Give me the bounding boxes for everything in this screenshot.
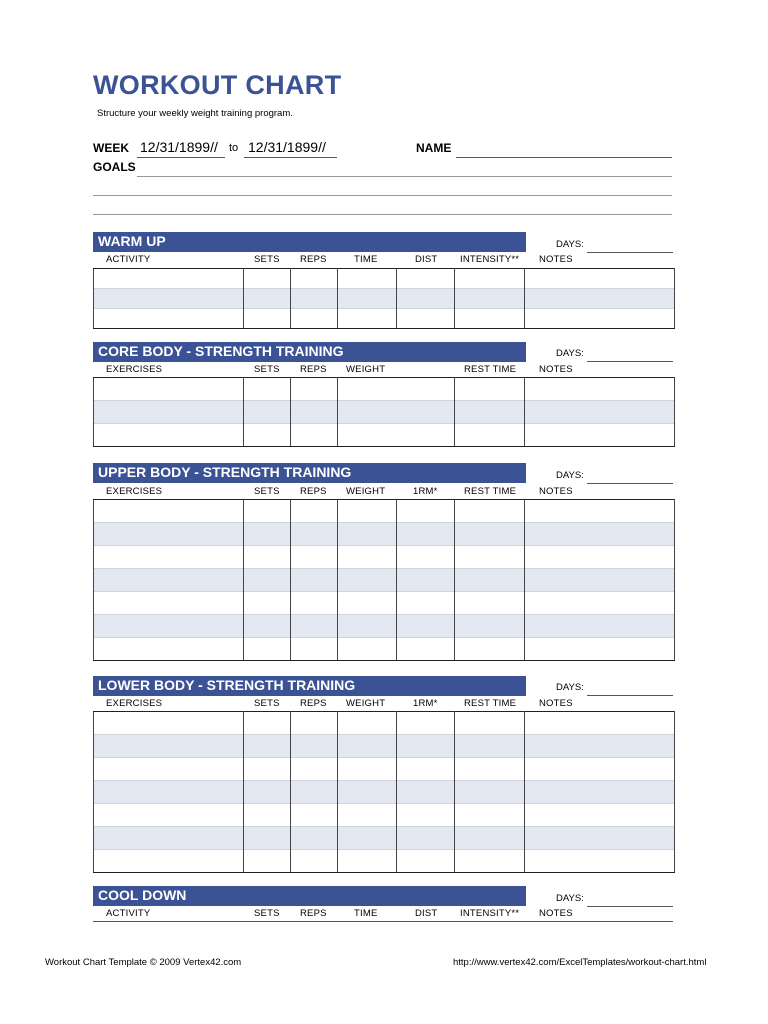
cooldown-title: COOL DOWN	[98, 887, 187, 903]
warmup-col-intensity: INTENSITY**	[460, 254, 520, 265]
table-row	[94, 781, 675, 804]
table-row	[94, 592, 675, 615]
core-table	[93, 377, 675, 447]
table-cell[interactable]	[94, 424, 244, 447]
table-cell[interactable]	[525, 758, 675, 781]
table-cell[interactable]	[291, 804, 338, 827]
warmup-col-dist: DIST	[415, 254, 438, 265]
table-cell[interactable]	[244, 850, 291, 873]
table-cell[interactable]	[525, 804, 675, 827]
upper-table-body	[94, 500, 675, 661]
table-cell[interactable]	[338, 712, 397, 735]
lower-col-reps: REPS	[300, 698, 327, 709]
table-cell[interactable]	[244, 758, 291, 781]
table-cell[interactable]	[338, 781, 397, 804]
table-cell[interactable]	[525, 500, 675, 523]
table-cell[interactable]	[455, 781, 525, 804]
table-cell[interactable]	[455, 850, 525, 873]
name-label: NAME	[416, 141, 452, 155]
table-cell[interactable]	[455, 523, 525, 546]
week-start-underline	[137, 157, 225, 158]
table-cell[interactable]	[455, 289, 525, 309]
warmup-col-sets: SETS	[254, 254, 280, 265]
table-row	[94, 712, 675, 735]
lower-col-notes: NOTES	[539, 698, 573, 709]
table-cell[interactable]	[338, 569, 397, 592]
table-cell[interactable]	[525, 309, 675, 329]
table-cell[interactable]	[244, 546, 291, 569]
table-cell[interactable]	[455, 804, 525, 827]
table-cell[interactable]	[291, 735, 338, 758]
core-days-field[interactable]	[587, 361, 673, 362]
table-cell[interactable]	[244, 269, 291, 289]
upper-col-rest-time: REST TIME	[464, 486, 517, 497]
table-cell[interactable]	[338, 758, 397, 781]
table-cell[interactable]	[455, 500, 525, 523]
cooldown-days-label: DAYS:	[556, 893, 584, 904]
table-cell[interactable]	[397, 735, 455, 758]
table-cell[interactable]	[244, 424, 291, 447]
table-row	[94, 523, 675, 546]
table-cell[interactable]	[291, 424, 338, 447]
table-row	[94, 378, 675, 401]
table-cell[interactable]	[455, 424, 525, 447]
table-cell[interactable]	[244, 569, 291, 592]
table-cell[interactable]	[525, 638, 675, 661]
week-label: WEEK	[93, 141, 129, 155]
page-subtitle: Structure your weekly weight training program.	[97, 108, 293, 119]
warmup-col-activity: ACTIVITY	[106, 254, 151, 265]
table-cell[interactable]	[244, 378, 291, 401]
warmup-table-body	[94, 269, 675, 329]
table-cell[interactable]	[94, 735, 244, 758]
table-cell[interactable]	[525, 712, 675, 735]
name-field[interactable]	[456, 157, 672, 158]
table-row	[94, 827, 675, 850]
table-cell[interactable]	[397, 615, 455, 638]
table-cell[interactable]	[397, 758, 455, 781]
goals-field-line-3[interactable]	[93, 214, 672, 215]
cooldown-days-field[interactable]	[587, 906, 673, 907]
table-cell[interactable]	[397, 569, 455, 592]
table-row	[94, 401, 675, 424]
core-col-reps: REPS	[300, 364, 327, 375]
week-start-field[interactable]: 12/31/1899//	[140, 139, 218, 155]
table-row	[94, 569, 675, 592]
table-cell[interactable]	[525, 827, 675, 850]
table-cell[interactable]	[338, 424, 455, 447]
table-cell[interactable]	[291, 523, 338, 546]
core-col-sets: SETS	[254, 364, 280, 375]
table-cell[interactable]	[291, 758, 338, 781]
lower-section-header	[93, 676, 526, 696]
table-row	[94, 735, 675, 758]
footer-copyright: Workout Chart Template © 2009 Vertex42.com	[45, 957, 242, 968]
core-section-header	[93, 342, 526, 362]
table-cell[interactable]	[94, 712, 244, 735]
table-cell[interactable]	[455, 401, 525, 424]
warmup-days-field[interactable]	[587, 252, 673, 253]
table-cell[interactable]	[455, 827, 525, 850]
table-cell[interactable]	[244, 827, 291, 850]
table-cell[interactable]	[397, 827, 455, 850]
cooldown-col-sets: SETS	[254, 908, 280, 919]
cooldown-col-intensity: INTENSITY**	[460, 908, 520, 919]
table-row	[94, 546, 675, 569]
table-cell[interactable]	[94, 401, 244, 424]
table-cell[interactable]	[244, 712, 291, 735]
upper-days-label: DAYS:	[556, 470, 584, 481]
warmup-table	[93, 268, 675, 329]
core-table-body	[94, 378, 675, 447]
core-days-label: DAYS:	[556, 348, 584, 359]
table-cell[interactable]	[291, 850, 338, 873]
table-cell[interactable]	[397, 712, 455, 735]
cooldown-col-activity: ACTIVITY	[106, 908, 151, 919]
table-cell[interactable]	[397, 546, 455, 569]
table-cell[interactable]	[455, 569, 525, 592]
table-cell[interactable]	[291, 500, 338, 523]
table-cell[interactable]	[525, 615, 675, 638]
goals-label: GOALS	[93, 160, 136, 174]
table-cell[interactable]	[338, 523, 397, 546]
table-cell[interactable]	[338, 735, 397, 758]
footer-link[interactable]: http://www.vertex42.com/ExcelTemplates/workout-chart.html	[453, 957, 707, 968]
table-cell[interactable]	[338, 850, 397, 873]
upper-col-weight: WEIGHT	[346, 486, 386, 497]
upper-table	[93, 499, 675, 661]
table-cell[interactable]	[525, 735, 675, 758]
table-cell[interactable]	[455, 378, 525, 401]
cooldown-col-reps: REPS	[300, 908, 327, 919]
table-cell[interactable]	[525, 424, 675, 447]
table-row	[94, 309, 675, 329]
warmup-days-label: DAYS:	[556, 239, 584, 250]
cooldown-col-dist: DIST	[415, 908, 438, 919]
table-cell[interactable]	[94, 523, 244, 546]
upper-col-reps: REPS	[300, 486, 327, 497]
table-cell[interactable]	[455, 758, 525, 781]
table-cell[interactable]	[397, 804, 455, 827]
table-cell[interactable]	[244, 592, 291, 615]
cooldown-col-notes: NOTES	[539, 908, 573, 919]
core-col-weight: WEIGHT	[346, 364, 386, 375]
table-cell[interactable]	[455, 735, 525, 758]
lower-days-field[interactable]	[587, 695, 673, 696]
table-cell[interactable]	[455, 592, 525, 615]
goals-field-line-2[interactable]	[93, 195, 672, 196]
table-cell[interactable]	[291, 569, 338, 592]
upper-col-sets: SETS	[254, 486, 280, 497]
table-cell[interactable]	[525, 523, 675, 546]
upper-col-notes: NOTES	[539, 486, 573, 497]
table-cell[interactable]	[244, 735, 291, 758]
core-col-notes: NOTES	[539, 364, 573, 375]
table-row	[94, 500, 675, 523]
table-cell[interactable]	[291, 378, 338, 401]
table-cell[interactable]	[244, 309, 291, 329]
table-cell[interactable]	[338, 546, 397, 569]
table-cell[interactable]	[244, 615, 291, 638]
table-row	[94, 638, 675, 661]
table-cell[interactable]	[455, 615, 525, 638]
table-cell[interactable]	[244, 523, 291, 546]
table-cell[interactable]	[397, 850, 455, 873]
lower-col-1rm: 1RM*	[413, 698, 438, 709]
table-cell[interactable]	[94, 569, 244, 592]
table-cell[interactable]	[525, 401, 675, 424]
core-col-exercises: EXERCISES	[106, 364, 163, 375]
table-cell[interactable]	[244, 638, 291, 661]
table-cell[interactable]	[525, 850, 675, 873]
table-cell[interactable]	[94, 546, 244, 569]
table-cell[interactable]	[397, 269, 455, 289]
table-cell[interactable]	[94, 850, 244, 873]
table-cell[interactable]	[525, 569, 675, 592]
table-cell[interactable]	[291, 592, 338, 615]
upper-col-exercises: EXERCISES	[106, 486, 163, 497]
table-cell[interactable]	[94, 827, 244, 850]
table-cell[interactable]	[338, 289, 397, 309]
table-cell[interactable]	[94, 758, 244, 781]
lower-col-sets: SETS	[254, 698, 280, 709]
table-cell[interactable]	[525, 592, 675, 615]
table-cell[interactable]	[525, 289, 675, 309]
table-cell[interactable]	[94, 592, 244, 615]
table-cell[interactable]	[244, 401, 291, 424]
table-cell[interactable]	[338, 500, 397, 523]
table-cell[interactable]	[94, 804, 244, 827]
cooldown-table-top-border	[93, 921, 673, 922]
lower-days-label: DAYS:	[556, 682, 584, 693]
table-cell[interactable]	[397, 592, 455, 615]
upper-section-header	[93, 463, 526, 483]
warmup-col-reps: REPS	[300, 254, 327, 265]
table-cell[interactable]	[397, 500, 455, 523]
table-cell[interactable]	[291, 781, 338, 804]
warmup-title: WARM UP	[98, 233, 166, 249]
page-title: WORKOUT CHART	[93, 70, 342, 100]
table-cell[interactable]	[291, 309, 338, 329]
table-cell[interactable]	[455, 309, 525, 329]
table-cell[interactable]	[94, 309, 244, 329]
core-col-rest-time: REST TIME	[464, 364, 517, 375]
week-end-field[interactable]: 12/31/1899//	[248, 139, 326, 155]
table-cell[interactable]	[94, 638, 244, 661]
upper-days-field[interactable]	[587, 483, 673, 484]
table-cell[interactable]	[397, 523, 455, 546]
table-cell[interactable]	[525, 546, 675, 569]
table-row	[94, 850, 675, 873]
table-cell[interactable]	[338, 401, 455, 424]
table-cell[interactable]	[338, 592, 397, 615]
table-row	[94, 289, 675, 309]
lower-col-rest-time: REST TIME	[464, 698, 517, 709]
table-cell[interactable]	[94, 500, 244, 523]
table-cell[interactable]	[244, 500, 291, 523]
table-cell[interactable]	[455, 546, 525, 569]
lower-title: LOWER BODY - STRENGTH TRAINING	[98, 677, 356, 693]
table-row	[94, 804, 675, 827]
table-cell[interactable]	[397, 309, 455, 329]
table-cell[interactable]	[338, 615, 397, 638]
table-cell[interactable]	[291, 269, 338, 289]
table-cell[interactable]	[397, 638, 455, 661]
table-cell[interactable]	[291, 827, 338, 850]
table-cell[interactable]	[94, 378, 244, 401]
warmup-section-header	[93, 232, 526, 252]
table-cell[interactable]	[291, 289, 338, 309]
table-cell[interactable]	[338, 269, 397, 289]
week-end-underline	[244, 157, 337, 158]
cooldown-section-header	[93, 886, 526, 906]
lower-table-body	[94, 712, 675, 873]
table-cell[interactable]	[338, 638, 397, 661]
table-cell[interactable]	[525, 378, 675, 401]
table-cell[interactable]	[291, 401, 338, 424]
table-cell[interactable]	[94, 269, 244, 289]
table-cell[interactable]	[338, 378, 455, 401]
table-row	[94, 424, 675, 447]
cooldown-col-time: TIME	[354, 908, 378, 919]
table-cell[interactable]	[455, 269, 525, 289]
warmup-col-time: TIME	[354, 254, 378, 265]
table-row	[94, 269, 675, 289]
table-cell[interactable]	[291, 638, 338, 661]
table-row	[94, 758, 675, 781]
core-title: CORE BODY - STRENGTH TRAINING	[98, 343, 344, 359]
table-cell[interactable]	[94, 289, 244, 309]
table-cell[interactable]	[525, 781, 675, 804]
table-row	[94, 615, 675, 638]
table-cell[interactable]	[94, 781, 244, 804]
table-cell[interactable]	[244, 781, 291, 804]
table-cell[interactable]	[338, 309, 397, 329]
table-cell[interactable]	[455, 638, 525, 661]
table-cell[interactable]	[291, 615, 338, 638]
goals-field-line-1[interactable]	[137, 176, 672, 177]
table-cell[interactable]	[338, 804, 397, 827]
table-cell[interactable]	[244, 804, 291, 827]
lower-col-weight: WEIGHT	[346, 698, 386, 709]
table-cell[interactable]	[397, 289, 455, 309]
lower-table	[93, 711, 675, 873]
table-cell[interactable]	[244, 289, 291, 309]
lower-col-exercises: EXERCISES	[106, 698, 163, 709]
table-cell[interactable]	[291, 546, 338, 569]
table-cell[interactable]	[455, 712, 525, 735]
table-cell[interactable]	[525, 269, 675, 289]
table-cell[interactable]	[338, 827, 397, 850]
table-cell[interactable]	[397, 781, 455, 804]
warmup-col-notes: NOTES	[539, 254, 573, 265]
upper-title: UPPER BODY - STRENGTH TRAINING	[98, 464, 352, 480]
table-cell[interactable]	[94, 615, 244, 638]
week-to-label: to	[229, 142, 239, 154]
upper-col-1rm: 1RM*	[413, 486, 438, 497]
table-cell[interactable]	[291, 712, 338, 735]
